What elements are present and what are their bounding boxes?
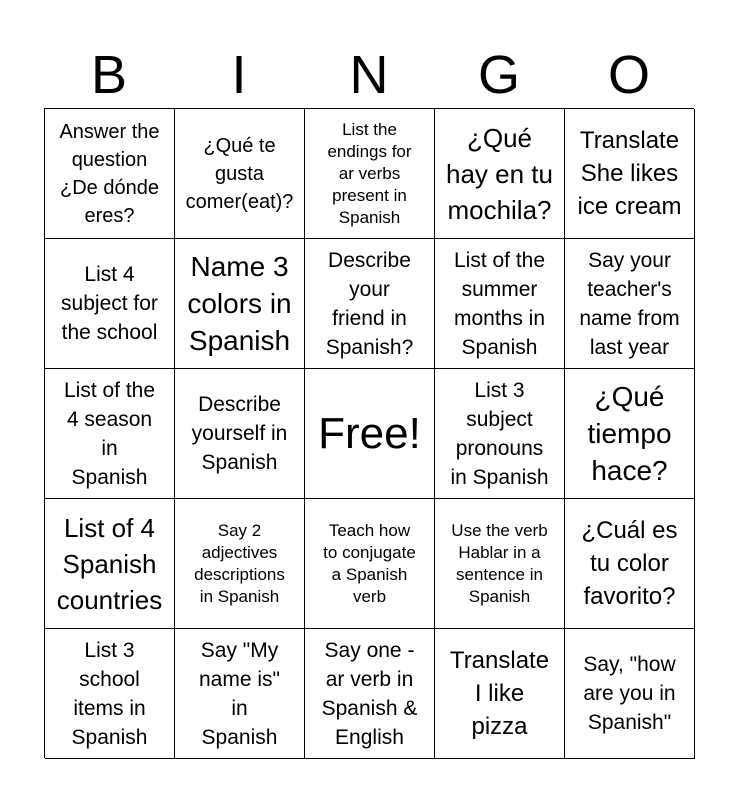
bingo-cell-1-1[interactable]: Answer the question ¿De dónde eres? xyxy=(45,109,175,239)
bingo-cell-4-2[interactable]: Say 2 adjectives descriptions in Spanish xyxy=(175,499,305,629)
bingo-cell-3-5[interactable]: ¿Qué tiempo hace? xyxy=(565,369,695,499)
header-letter-o: O xyxy=(607,45,650,105)
bingo-cell-5-3[interactable]: Say one - ar verb in Spanish & English xyxy=(305,629,435,759)
bingo-cell-3-4[interactable]: List 3 subject pronouns in Spanish xyxy=(435,369,565,499)
bingo-cell-4-3[interactable]: Teach how to conjugate a Spanish verb xyxy=(305,499,435,629)
bingo-cell-1-5[interactable]: Translate She likes ice cream xyxy=(565,109,695,239)
bingo-cell-1-2[interactable]: ¿Qué te gusta comer(eat)? xyxy=(175,109,305,239)
bingo-cell-5-4[interactable]: Translate I like pizza xyxy=(435,629,565,759)
bingo-header xyxy=(44,42,694,108)
bingo-cell-2-2[interactable]: Name 3 colors in Spanish xyxy=(175,239,305,369)
bingo-cell-free[interactable]: Free! xyxy=(305,369,435,499)
bingo-cell-1-3[interactable]: List the endings for ar verbs present in Spanish xyxy=(305,109,435,239)
bingo-cell-2-3[interactable]: Describe your friend in Spanish? xyxy=(305,239,435,369)
bingo-cell-1-4[interactable]: ¿Qué hay en tu mochila? xyxy=(435,109,565,239)
bingo-cell-5-5[interactable]: Say, "how are you in Spanish" xyxy=(565,629,695,759)
header-letter-g: G xyxy=(477,45,520,105)
bingo-cell-4-1[interactable]: List of 4 Spanish countries xyxy=(45,499,175,629)
bingo-cell-5-2[interactable]: Say "My name is" in Spanish xyxy=(175,629,305,759)
bingo-cell-4-5[interactable]: ¿Cuál es tu color favorito? xyxy=(565,499,695,629)
header-letter-b: B xyxy=(90,45,128,105)
bingo-card-grid xyxy=(44,108,694,758)
bingo-cell-4-4[interactable]: Use the verb Hablar in a sentence in Spanish xyxy=(435,499,565,629)
bingo-cell-5-1[interactable]: List 3 school items in Spanish xyxy=(45,629,175,759)
header-letter-n: N xyxy=(349,45,389,105)
bingo-cell-2-1[interactable]: List 4 subject for the school xyxy=(45,239,175,369)
bingo-cell-3-2[interactable]: Describe yourself in Spanish xyxy=(175,369,305,499)
bingo-cell-2-5[interactable]: Say your teacher's name from last year xyxy=(565,239,695,369)
bingo-cell-2-4[interactable]: List of the summer months in Spanish xyxy=(435,239,565,369)
bingo-cell-3-1[interactable]: List of the 4 season in Spanish xyxy=(45,369,175,499)
header-letter-i: I xyxy=(231,45,247,105)
